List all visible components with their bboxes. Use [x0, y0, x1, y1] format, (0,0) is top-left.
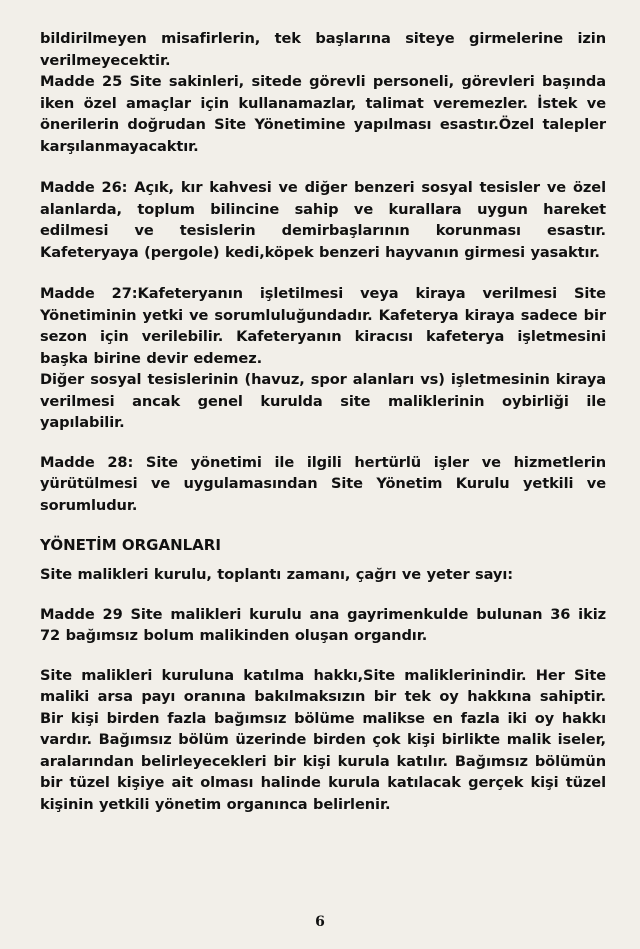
- section-heading: YÖNETİM ORGANLARI: [40, 536, 221, 554]
- paragraph-participation-right: Site malikleri kuruluna katılma hakkı,Site maliklerinindir. Her Site maliki arsa payı oranına bakılmaksızın bir tek oy hakkına sahiptir. Bir kişi birden fazla bağımsız bölüme malikse en fazla iki oy hakkı vardır. Bağımsız bölüm üzerinde birden çok kişi birlikte malik iseler, aralarından belirleyecekleri bir kişi kurula katılır. Bağımsız bölümün bir tüzel kişiye ait olması halinde kurula katılacak gerçek kişi tüzel kişinin yetkili yönetim organınca belirlenir.: [40, 666, 606, 813]
- paragraph-madde-28: Madde 28: Site yönetimi ile ilgili hertürlü işler ve hizmetlerin yürütülmesi ve uygulamasından Site Yönetim Kurulu yetkili ve sorumludur.: [40, 453, 606, 514]
- paragraph-owners-board-title: Site malikleri kurulu, toplantı zamanı, çağrı ve yeter sayı:: [40, 566, 513, 583]
- paragraph-social-facilities: Diğer sosyal tesislerinin (havuz, spor alanları vs) işletmesinin kiraya verilmesi ancak genel kurulda site maliklerinin oybirliği ile yapılabilir.: [40, 371, 606, 431]
- paragraph-guests: bildirilmeyen misafirlerin, tek başlarına siteye girmelerine izin verilmeyecektir.: [40, 30, 606, 69]
- paragraph-madde-25: Madde 25 Site sakinleri, sitede görevli personeli, görevleri başında iken özel amaçlar için kullanamazlar, talimat veremezler. İstek ve önerilerin doğrudan Site Yönetimine yapılması esastır.Özel talepler karşılanmayacaktır.: [40, 73, 606, 155]
- paragraph-madde-29: Madde 29 Site malikleri kurulu ana gayrimenkulde bulunan 36 ikiz 72 bağımsız bolum malikinden oluşan organdır.: [40, 605, 606, 644]
- paragraph-madde-27: Madde 27:Kafeteryanın işletilmesi veya kiraya verilmesi Site Yönetiminin yetki ve sorumluluğundadır. Kafeterya kiraya sadece bir sezon için verilebilir. Kafeteryanın kiracısı kafeterya işletmesini başka birine devir edemez.: [40, 285, 606, 367]
- paragraph-madde-26: Madde 26: Açık, kır kahvesi ve diğer benzeri sosyal tesisler ve özel alanlarda, toplum bilincine sahip ve kurallara uygun hareket edilmesi ve tesislerin demirbaşlarının korunması esastır. Kafeteryaya (pergole) kedi,köpek benzeri hayvanın girmesi yasaktır.: [40, 179, 606, 261]
- page-number: 6: [315, 914, 325, 930]
